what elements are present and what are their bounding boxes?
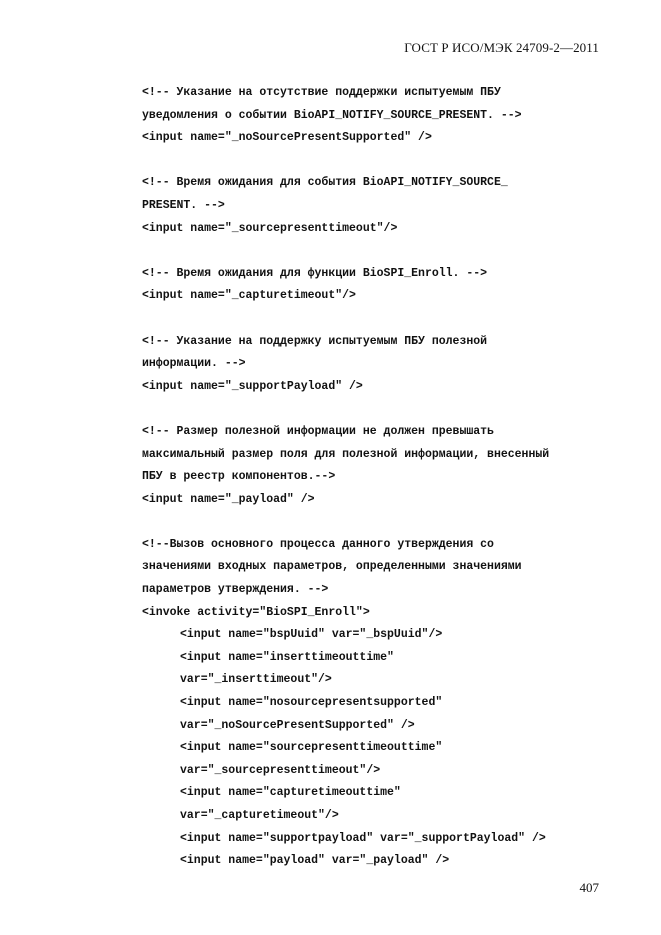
- code-line: <input name="_supportPayload" />: [142, 379, 363, 393]
- code-line-indented: <input name="sourcepresenttimeouttime": [180, 741, 443, 755]
- code-line: <!-- Указание на отсутствие поддержки испытуемым ПБУ: [142, 86, 501, 99]
- code-line-indented: var="_sourcepresenttimeout"/>: [180, 763, 381, 777]
- blank-line: [142, 150, 612, 173]
- code-line: информации. -->: [142, 357, 246, 371]
- code-line: PRESENT. -->: [142, 198, 225, 212]
- blank-line: [142, 308, 612, 331]
- blank-line: [142, 511, 612, 534]
- code-line: уведомления о событии BioAPI_NOTIFY_SOURCE_PRESENT. -->: [142, 108, 522, 122]
- code-line: <!-- Время ожидания для события BioAPI_NOTIFY_SOURCE_: [142, 176, 508, 190]
- code-listing: [142, 82, 612, 873]
- code-line: максимальный размер поля для полезной информации, внесенный: [142, 447, 550, 461]
- blank-line: [142, 240, 612, 263]
- code-line: <input name="_sourcepresenttimeout"/>: [142, 221, 398, 235]
- code-line-indented: <input name="nosourcepresentsupported": [180, 696, 443, 710]
- code-line-indented: var="_noSourcePresentSupported" />: [180, 718, 415, 732]
- code-line-indented: <input name="bspUuid" var="_bspUuid"/>: [180, 628, 443, 642]
- code-line: <!-- Размер полезной информации не должен превышать: [142, 424, 494, 438]
- code-line-indented: <input name="payload" var="_payload" />: [180, 854, 450, 868]
- code-line: параметров утверждения. -->: [142, 583, 329, 597]
- code-line: <invoke activity="BioSPI_Enroll">: [142, 605, 370, 619]
- code-line-indented: <input name="inserttimeouttime": [180, 650, 394, 664]
- code-line: ПБУ в реестр компонентов.-->: [142, 470, 336, 484]
- code-line: значениями входных параметров, определенными значениями: [142, 560, 522, 574]
- code-line: <input name="_capturetimeout"/>: [142, 289, 356, 303]
- blank-line: [142, 398, 612, 421]
- code-line: <input name="_noSourcePresentSupported" />: [142, 131, 432, 145]
- code-line: <input name="_payload" />: [142, 492, 315, 506]
- code-line-indented: var="_capturetimeout"/>: [180, 809, 339, 822]
- code-line-indented: <input name="supportpayload" var="_supportPayload" />: [180, 831, 546, 845]
- code-line: <!-- Указание на поддержку испытуемым ПБУ полезной: [142, 334, 488, 348]
- code-line-indented: <input name="capturetimeouttime": [180, 786, 401, 800]
- code-line-indented: var="_inserttimeout"/>: [180, 673, 332, 687]
- code-line: <!--Вызов основного процесса данного утверждения со: [142, 537, 494, 551]
- code-line: <!-- Время ожидания для функции BioSPI_Enroll. -->: [142, 266, 488, 280]
- document-header: ГОСТ Р ИСО/МЭК 24709-2—2011: [404, 40, 599, 55]
- page-number: 407: [579, 880, 599, 895]
